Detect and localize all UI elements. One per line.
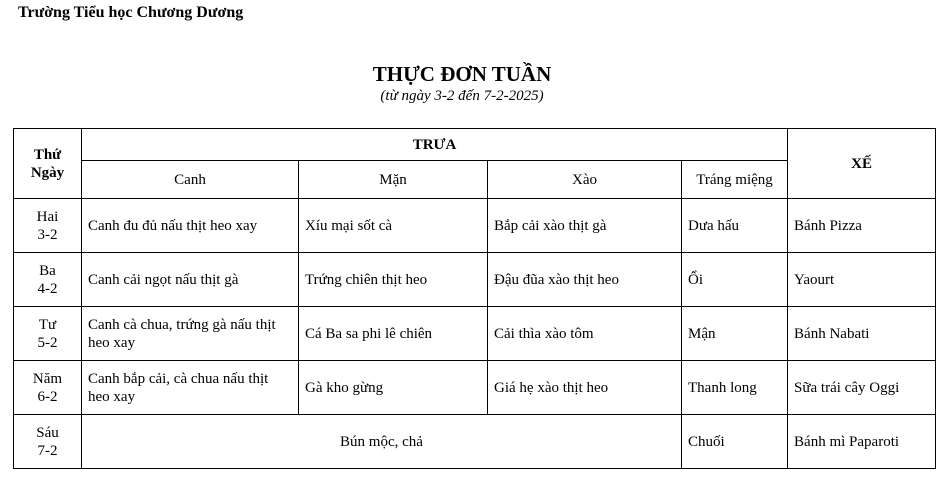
canh-cell: Canh cải ngọt nấu thịt gà: [82, 253, 299, 307]
day-date: 3-2: [37, 226, 58, 243]
header-day-line2: Ngày: [30, 164, 65, 181]
day-cell: [14, 199, 82, 253]
xe-cell: Yaourt: [788, 253, 936, 307]
header-man: Mặn: [299, 161, 488, 199]
school-name: Trường Tiểu học Chương Dương: [18, 4, 244, 21]
header-day: [14, 129, 82, 199]
header-xe: XẾ: [788, 129, 936, 199]
day-cell: [14, 253, 82, 307]
day-cell: [14, 361, 82, 415]
header-row: [14, 129, 936, 161]
man-cell: Gà kho gừng: [299, 361, 488, 415]
trang-mieng-cell: Ổi: [682, 253, 788, 307]
table-row: [14, 307, 936, 361]
canh-cell: Canh cà chua, trứng gà nấu thịt heo xay: [82, 307, 299, 361]
man-cell: Cá Ba sa phi lê chiên: [299, 307, 488, 361]
header-day-line1: Thứ: [33, 146, 62, 163]
page-subtitle: (từ ngày 3-2 đến 7-2-2025): [380, 88, 544, 104]
man-cell: Xíu mại sốt cà: [299, 199, 488, 253]
day-date: 6-2: [37, 388, 58, 405]
canh-cell: Canh đu đủ nấu thịt heo xay: [82, 199, 299, 253]
table-row: [14, 253, 936, 307]
weekly-menu-table: [13, 128, 936, 469]
xe-cell: Bánh Nabati: [788, 307, 936, 361]
xe-cell: Bánh mì Paparoti: [788, 415, 936, 469]
trang-mieng-cell: Chuối: [682, 415, 788, 469]
day-cell: [14, 307, 82, 361]
xe-cell: Bánh Pizza: [788, 199, 936, 253]
trang-mieng-cell: Thanh long: [682, 361, 788, 415]
xe-cell: Sữa trái cây Oggi: [788, 361, 936, 415]
table-row: [14, 199, 936, 253]
day-name: Tư: [38, 316, 57, 333]
day-name: Năm: [32, 370, 63, 387]
day-date: 7-2: [37, 442, 58, 459]
table-row: [14, 361, 936, 415]
day-name: Sáu: [36, 424, 59, 441]
mon-chinh-cell: Bún mộc, chả: [82, 415, 682, 469]
xao-cell: Bắp cải xào thịt gà: [488, 199, 682, 253]
man-cell: Trứng chiên thịt heo: [299, 253, 488, 307]
xao-cell: Giá hẹ xào thịt heo: [488, 361, 682, 415]
trang-mieng-cell: Dưa hấu: [682, 199, 788, 253]
header-trua: TRƯA: [82, 129, 788, 161]
header-trang-mieng: Tráng miệng: [682, 161, 788, 199]
table-row: [14, 415, 936, 469]
trang-mieng-cell: Mận: [682, 307, 788, 361]
day-date: 4-2: [37, 280, 58, 297]
day-name: Hai: [36, 208, 59, 225]
day-cell: [14, 415, 82, 469]
header-xao: Xào: [488, 161, 682, 199]
page-title: THỰC ĐƠN TUẦN: [372, 62, 552, 86]
day-date: 5-2: [37, 334, 58, 351]
canh-cell: Canh bắp cải, cà chua nấu thịt heo xay: [82, 361, 299, 415]
xao-cell: Đậu đũa xào thịt heo: [488, 253, 682, 307]
day-name: Ba: [39, 262, 56, 279]
xao-cell: Cải thìa xào tôm: [488, 307, 682, 361]
header-canh: Canh: [82, 161, 299, 199]
